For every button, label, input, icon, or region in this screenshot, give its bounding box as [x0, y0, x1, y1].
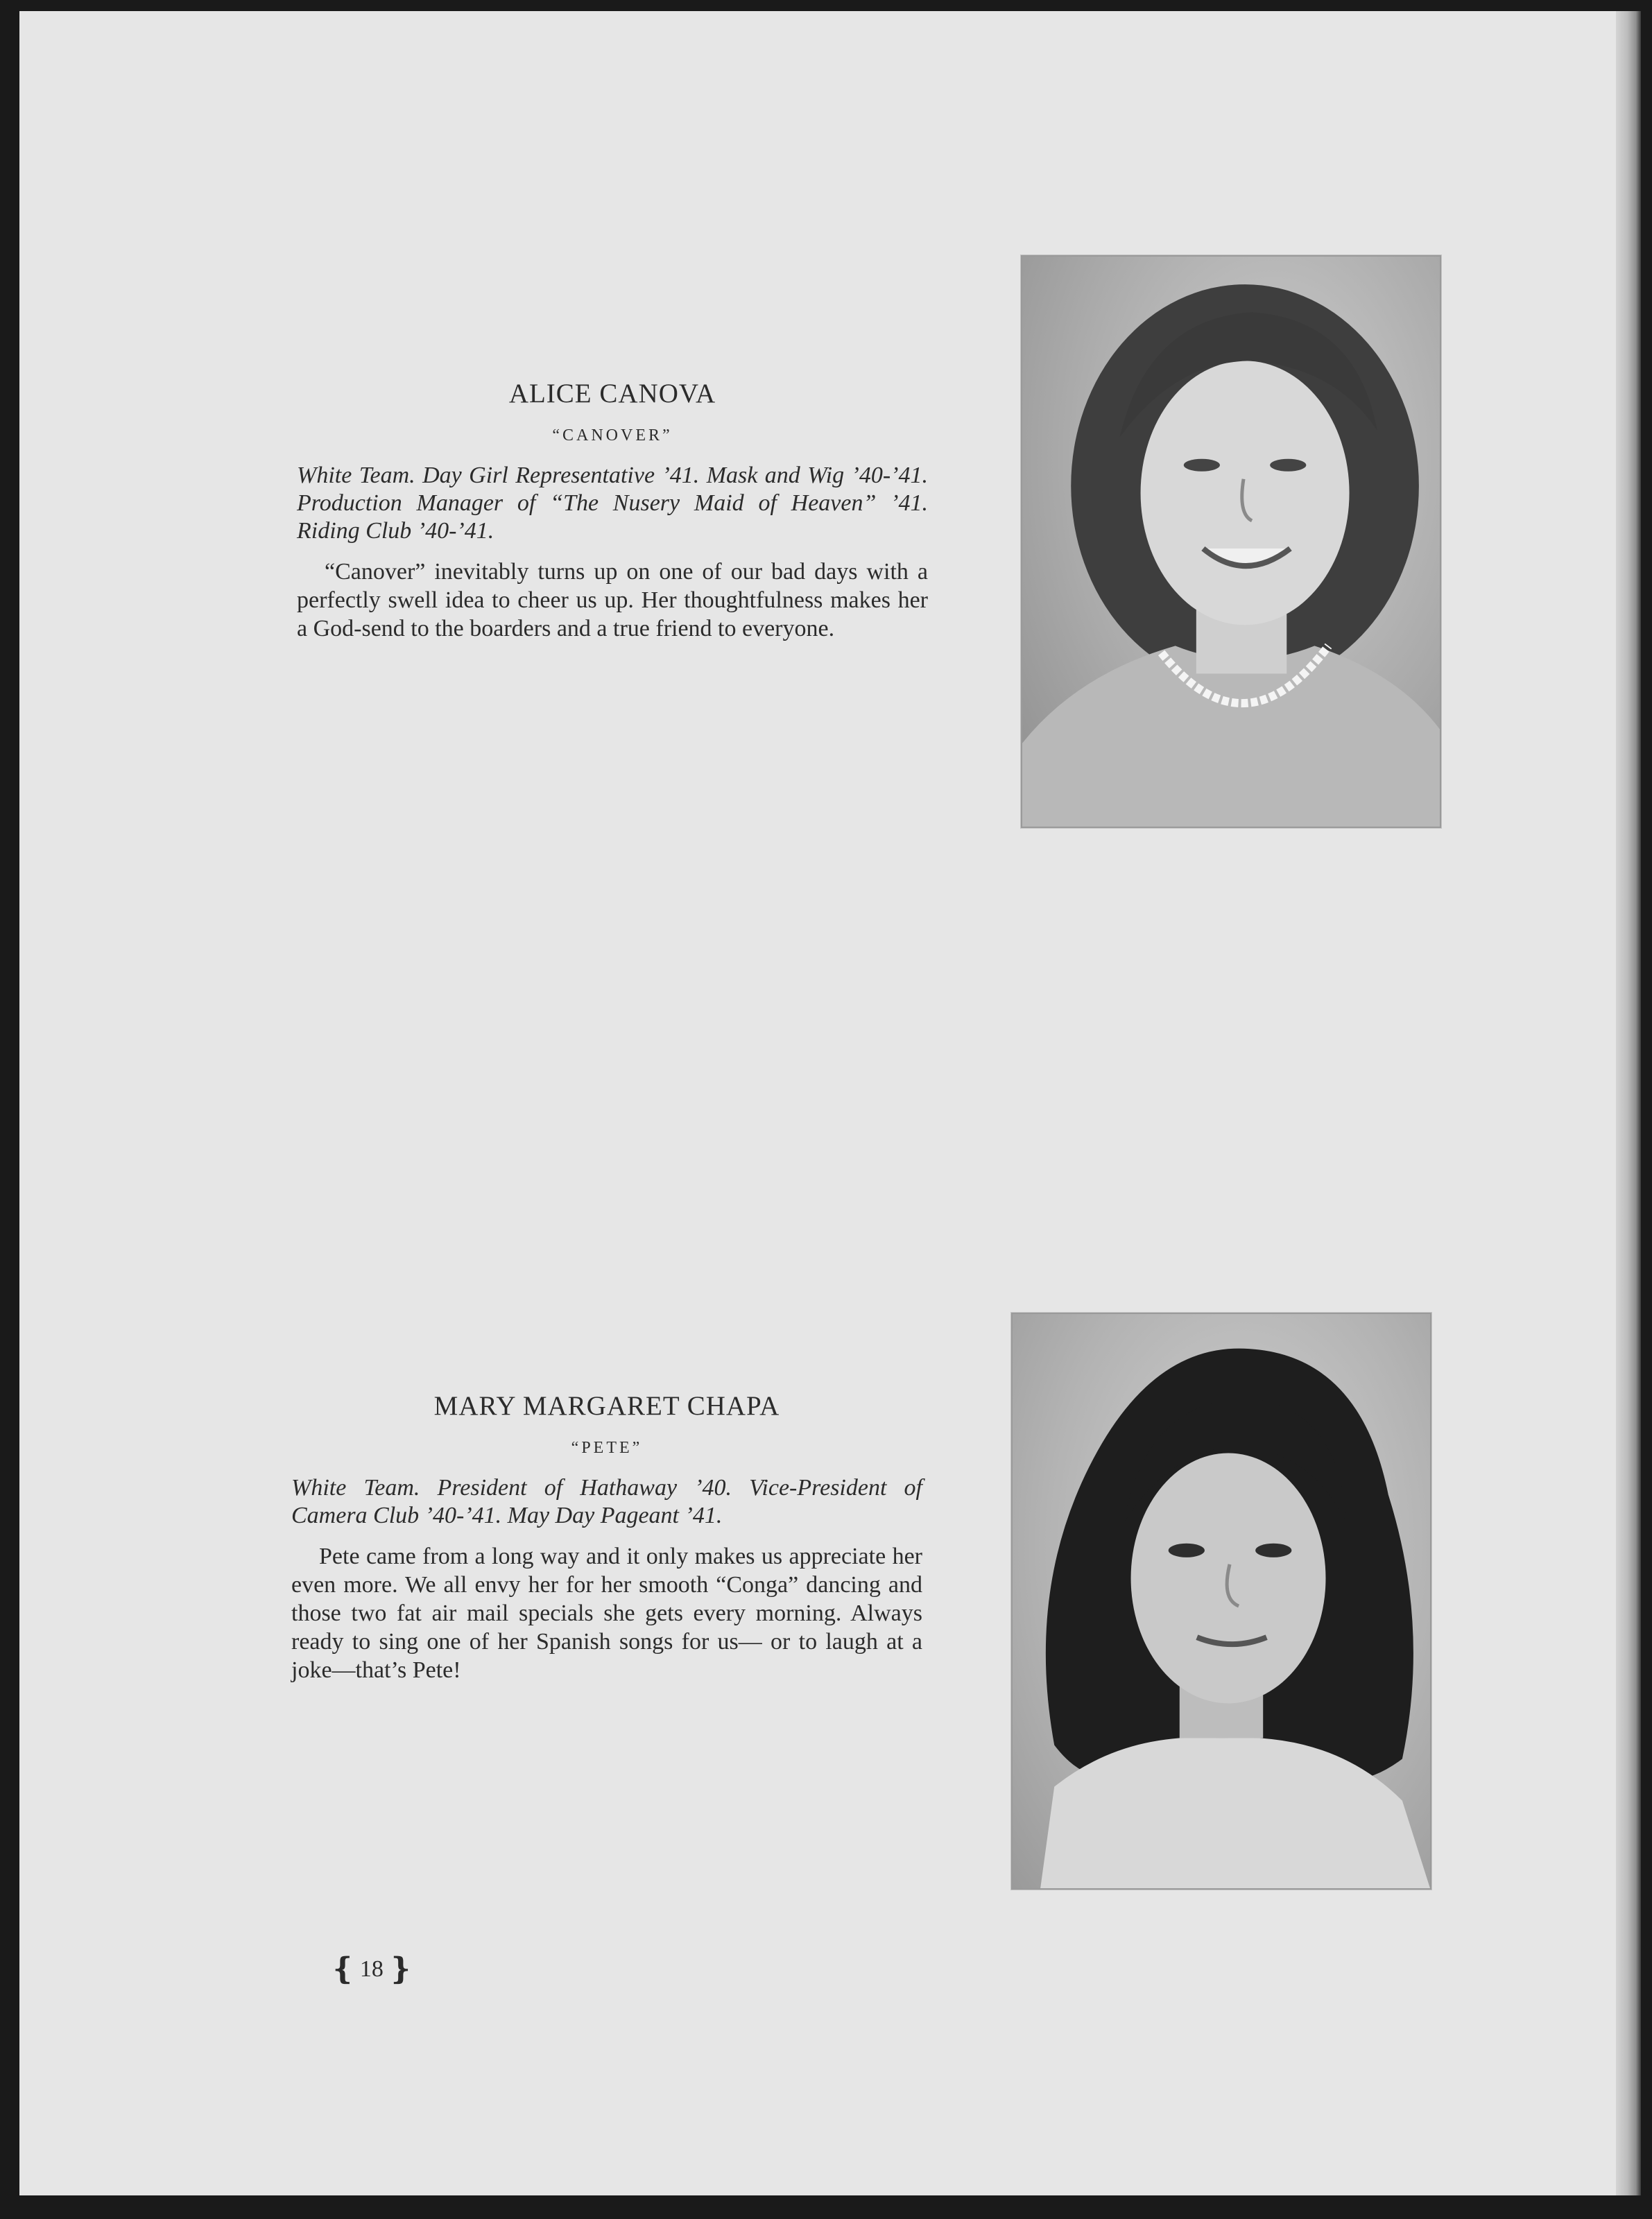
ornament-right-icon: ❵	[387, 1952, 413, 1986]
student-name: MARY MARGARET CHAPA	[433, 1391, 780, 1421]
ornament-left-icon: ❴	[330, 1952, 356, 1986]
student-entry-chapa	[291, 1392, 922, 1684]
portrait-photo-chapa	[1011, 1313, 1431, 1890]
page-number	[330, 1950, 469, 1989]
student-bio: Pete came from a long way and it only makes us appreciate her even more. We all envy her for her smooth “Conga” dancing and those two fat air mail specials she gets every morning. Always ready to sing one of her Spanish songs for us— or to laugh at a joke—that’s Pete!	[291, 1544, 922, 1683]
page-edge	[1616, 11, 1641, 2195]
student-nickname: “PETE”	[571, 1439, 643, 1457]
page-number-value: 18	[359, 1956, 384, 1982]
student-name: ALICE CANOVA	[508, 379, 716, 408]
student-nickname: “CANOVER”	[552, 426, 673, 444]
student-bio: “Canover” inevitably turns up on one of our bad days with a perfectly swell idea to cheer us up. Her thoughtfulness makes her a God-send to the boarders and a true friend to everyone.	[297, 559, 928, 641]
student-entry-canova	[297, 380, 928, 643]
portrait-illustration	[1022, 257, 1440, 827]
portrait-photo-canova	[1021, 255, 1441, 828]
student-activities: White Team. President of Hathaway ’40. Vice-President of Camera Club ’40-’41. May Day Pageant ’41.	[291, 1475, 922, 1528]
portrait-illustration	[1013, 1314, 1430, 1888]
student-activities: White Team. Day Girl Representative ’41. Mask and Wig ’40-’41. Production Manager of “The Nusery Maid of Heaven” ’41. Riding Club ’40-’41.	[297, 463, 928, 544]
